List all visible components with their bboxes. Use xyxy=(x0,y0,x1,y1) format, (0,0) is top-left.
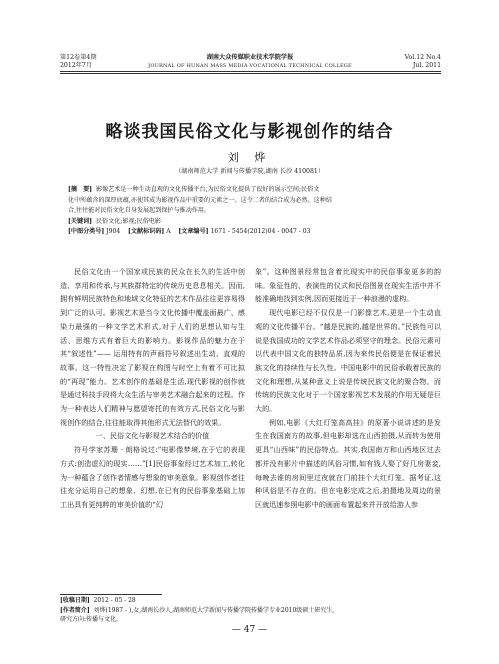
text-line: 俗特点。其实,我国南方和山西地区过去都并 xyxy=(255,445,441,468)
text-line: 民族文化对于一个国家影视艺术发展的作用无 xyxy=(276,390,420,400)
text-line: 疑是巨大的。 xyxy=(255,390,441,414)
author-bio-line-2: 研究方向:传播与文化。 xyxy=(60,616,123,623)
text-line: 讲述的是发生在我国南方的故事,但电影却选 xyxy=(255,417,441,441)
author-affiliation: （湖南师范大学 新闻与传播学院,湖南 长沙 410081） xyxy=(174,168,325,175)
text-line: 代表中国文化的独特品质,因为來传民俗便是 xyxy=(262,349,405,359)
left-paragraph-2 xyxy=(60,443,245,512)
article-no-value: 1671 - 5454(2012)04 - 0047 - 03 xyxy=(210,228,311,236)
clc-label: [中图分类号] xyxy=(68,228,105,236)
abstract-label: [摘 要] xyxy=(68,186,93,193)
text-line: 俗图景在现实生活中并不能准确地找到实例, xyxy=(255,280,441,304)
right-column xyxy=(255,265,441,512)
section-heading: 一、民俗文化与影视艺术结合的价值 xyxy=(95,431,210,441)
text-line: 是一个生动直观的文化传播平台。“越是民族 xyxy=(255,308,441,331)
text-line: 几房妻妾,每晚去谁的房间里过夜就在门前挂 xyxy=(255,458,441,482)
left-column xyxy=(60,265,245,512)
text-line: 在于它的表现方式:创造虚幻的现实……”[1] xyxy=(60,445,245,468)
text-line: 例如,电影《大红灯笼高高挂》的原著小说 xyxy=(269,417,405,427)
text-line: 的生活中创造、享用和传承,与其族群特定的传 xyxy=(60,267,246,290)
text-line: 这一特性决定了影视在构图与时空上有着不可 xyxy=(82,362,231,372)
text-line: 民俗文化由一个国家或民族的民众在长久 xyxy=(74,267,209,276)
text-line: 象更多的韵味。象征性的、表演性的仪式和民 xyxy=(255,267,441,290)
text-line: 意义上说是传统民族文化的聚合物。而传统的 xyxy=(255,376,441,400)
date-cn: 2012年7月 xyxy=(60,62,93,69)
text-line: 民俗事象经过艺术加工,转化为一种蕴含了创 xyxy=(60,458,245,482)
right-paragraph-1 xyxy=(255,265,441,306)
text-line: 现代电影已经不仅仅是一门影像艺术,更 xyxy=(269,308,397,318)
text-line: 与审美艺术融合起来的过程。作为一种表达人 xyxy=(60,390,246,414)
footnote-rule xyxy=(60,594,162,595)
text-line: 的认可。影视艺术是当今文化传播中覆盖面最 xyxy=(81,308,224,318)
text-line: 个大红灯笼。据考证,这种风俗是不存在的。 xyxy=(255,472,441,496)
author-bio-line-1: 刘烨(1987 - ),女,湖南长沙人,湖南师范大学新闻与传播学院传播学专业2010级硕士研究生, xyxy=(93,606,335,614)
date-en: Jul. 2011 xyxy=(412,62,441,69)
issue-cn: 第12卷第4期 xyxy=(60,54,97,61)
text-line: 用特有的声画符号叙述出生动、直观的故事。 xyxy=(60,349,245,372)
keywords-label: [关键词] xyxy=(68,217,93,225)
abstract xyxy=(68,185,434,238)
left-paragraph-1 xyxy=(60,265,245,429)
text-line: 统历史息息相关。因而,拥有鲜明民族特色和 xyxy=(60,280,245,304)
text-line: 速参照电影中的画面布置起来并开放给游人参 xyxy=(276,499,419,509)
text-line: 广、感染力最强的一种文学艺术形式,对于人们 xyxy=(60,308,246,331)
received-date: 2012 - 05 - 28 xyxy=(93,597,136,604)
text-line: 作者情感与想象的审美意象。影视创作者往往 xyxy=(60,472,246,496)
text-line: 文学艺术作品必须坚守的理念。民俗元素可以 xyxy=(255,335,441,359)
text-line: 在山西拍摄,从而转为使用更具“山西味”的民 xyxy=(255,431,441,455)
text-line: 们精神与愿望寄托的有效方式,民俗文化与影 xyxy=(103,404,245,414)
issue-en: Vol.12 No.4 xyxy=(404,54,441,61)
text-line: 的效果。 xyxy=(197,417,226,427)
text-line: 象”。这种图景经常包含着比现实中的民俗事 xyxy=(255,267,404,276)
text-line: 影中的民俗承载着民族的文化和理想,从某种 xyxy=(255,362,441,386)
header-rule xyxy=(60,71,441,72)
text-line: 视创作的结合,往往能取得其他形式无法替代 xyxy=(60,417,198,427)
doc-code-value: A xyxy=(166,228,171,236)
keywords-text: 民俗文化;影视;民俗电影 xyxy=(95,217,161,225)
received-label: [收稿日期] xyxy=(60,597,90,604)
text-line: 没有影片中描述的风俗习惯,如有钱人娶了好 xyxy=(269,458,410,468)
clc-value: J904 xyxy=(106,228,121,236)
header-rule-2 xyxy=(60,73,441,74)
text-line: 因而更接近于一种浪漫的虚构。 xyxy=(314,294,414,304)
text-line: 现代影视的创作就是通过科技手段将大众生活 xyxy=(60,376,246,400)
article-title: 略谈我国民俗文化与影视创作的结合 xyxy=(105,122,394,142)
right-paragraph-2 xyxy=(255,306,441,416)
footnote xyxy=(60,596,440,625)
text-line: 符号学家苏珊 · 朗格说过:“电影像梦境, xyxy=(74,445,201,455)
text-line: 地域文化特征的艺术作品往往更容易得到广泛 xyxy=(60,294,245,318)
text-line: 在保证着民族文化的持续性与长久性。中国电 xyxy=(255,349,442,372)
text-line: 的思想认知与生活、思维方式有着巨大的影响 xyxy=(60,321,245,345)
text-line: 基础上加工出具有更纯粹的审美价值的“幻 xyxy=(60,486,246,509)
abstract-line-3: 合,往往能对民俗文化自身发展起到保护与推动作用。 xyxy=(68,207,211,215)
text-line: 比拟的“再现”能力。艺术创作的基础是生活, xyxy=(60,362,246,386)
text-line: 力。影视作品的魅力在于其“叙述性”—— 运 xyxy=(60,335,246,359)
journal-name-en: JOURNAL OF HUNAN MASS MEDIA VOCATIONAL TECHNICAL COLLEGE xyxy=(148,63,352,69)
classification-line xyxy=(68,227,434,238)
author-bio-label: [作者简介] xyxy=(60,606,90,614)
text-line: 但在电影完成之后,拍摄地及周边的景区就迅 xyxy=(255,486,442,509)
text-line: 充分运用自己的想象、幻想,在已有的民俗事象 xyxy=(67,486,216,496)
page-number: — 47 — xyxy=(231,625,268,635)
article-no-label: [文章编号] xyxy=(178,228,209,236)
author-name: 刘 烨 xyxy=(227,151,272,164)
journal-name-cn: 湖南大众传媒职业技术学院学报 xyxy=(206,54,294,61)
text-line: 的,越是世界的。”民族性可以说是我国成功的 xyxy=(255,321,441,345)
doc-code-label: [文献标识码] xyxy=(128,228,165,236)
abstract-line-2: 化中所蕴含的深厚底蕴,亦使其成为影视作品中重要的元素之一。这令二者的结合成为必然。这种结 xyxy=(68,196,332,204)
abstract-line-1: 影像艺术是一种生动直观的文化传播平台,为民俗文化提供了很好的展示空间;民俗文 xyxy=(95,186,320,193)
right-paragraph-3 xyxy=(255,416,441,512)
